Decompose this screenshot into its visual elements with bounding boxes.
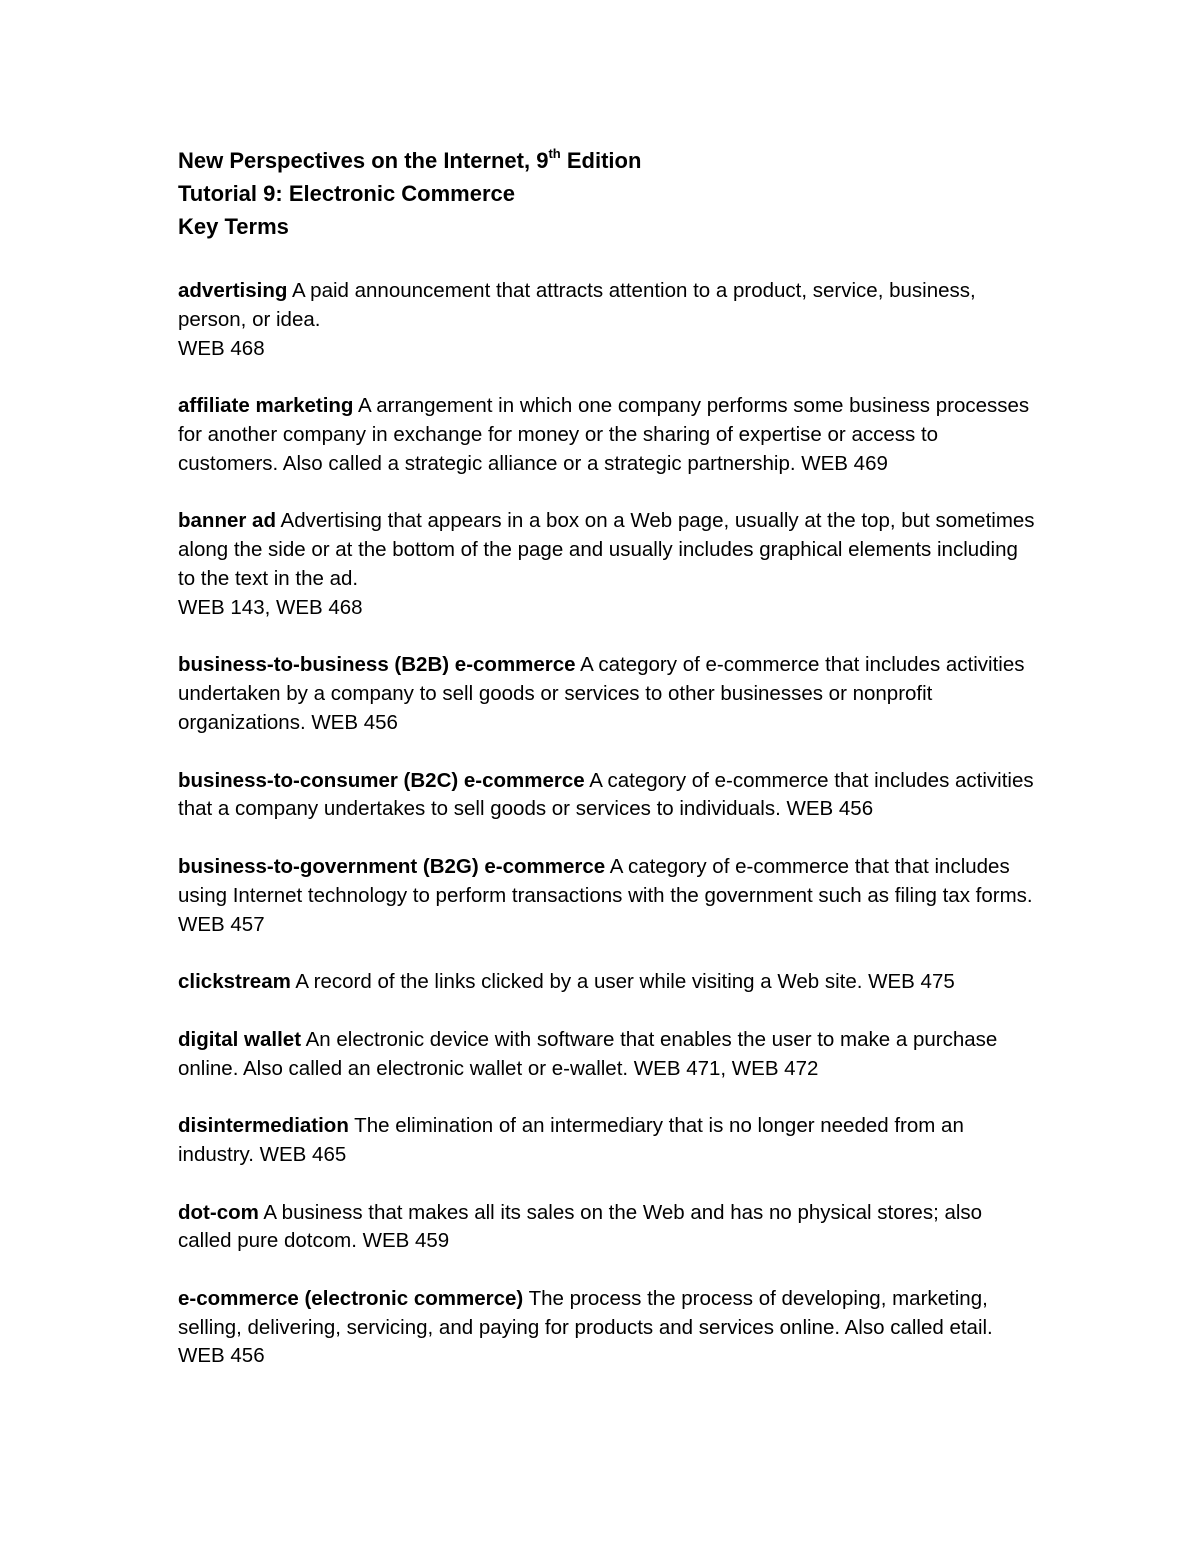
key-terms-list [178,277,1038,1371]
term-word: business-to-consumer (B2C) e-commerce [178,768,585,792]
document-page [178,144,1038,1400]
book-title-text: New Perspectives on the Internet, 9 [178,148,549,173]
term-word: disintermediation [178,1114,349,1138]
tutorial-title: Tutorial 9: Electronic Commerce [178,181,516,206]
term-definition: A category of e-commerce that includes activities undertaken by a company to sell goods or services to other businesses or nonprofit organizations. [178,653,1025,734]
term-entry [178,968,1038,997]
term-entry [178,767,1038,825]
term-definition: Advertising that appears in a box on a Web page, usually at the top, but sometimes along the side or at the bottom of the page and usually includes graphical elements including to the text in the ad. [178,509,1035,590]
document-header [178,144,1038,243]
edition-superscript: th [548,145,561,161]
term-word: dot-com [178,1200,259,1224]
term-page-ref: WEB 456 [178,1344,265,1368]
term-word: advertising [178,279,288,302]
term-entry [178,1285,1038,1371]
term-page-ref: WEB 468 [178,336,265,360]
term-entry [178,1026,1038,1084]
term-entry [178,277,1038,363]
term-page-ref: WEB 456 [305,710,398,734]
term-definition: A record of the links clicked by a user while visiting a Web site. [290,970,863,994]
term-entry [178,392,1038,478]
term-page-ref: WEB 475 [862,970,955,994]
term-definition: A business that makes all its sales on the Web and has no physical stores; also called pure dotcom. [178,1200,983,1253]
term-word: digital wallet [178,1027,302,1051]
term-definition: A category of e-commerce that that includes using Internet technology to perform transactions with the government such as filing tax forms. [178,854,1033,907]
term-word: banner ad [178,509,276,533]
term-page-ref: WEB 471, WEB 472 [628,1056,819,1080]
term-entry [178,853,1038,939]
term-word: affiliate marketing [178,394,354,418]
term-definition: The elimination of an intermediary that is no longer needed from an industry. [178,1114,964,1166]
term-page-ref: WEB 457 [178,912,265,936]
term-definition: An electronic device with software that enables the user to make a purchase online. Also called an electronic wallet or e-wallet. [178,1027,998,1080]
term-word: clickstream [178,970,291,994]
term-definition: A paid announcement that attracts attention to a product, service, business, person, or idea. [178,279,976,331]
term-word: business-to-government (B2G) e-commerce [178,854,606,878]
term-definition: The process the process of developing, marketing, selling, delivering, servicing, and paying for products and services online. Also called etail. [178,1286,993,1339]
term-definition: A category of e-commerce that includes activities that a company undertakes to sell goods or services to individuals. [178,768,1034,821]
term-entry [178,1199,1038,1257]
term-page-ref: WEB 459 [356,1229,450,1253]
term-page-ref: WEB 143, WEB 468 [178,595,363,619]
term-page-ref: WEB 465 [253,1142,347,1166]
term-word: e-commerce (electronic commerce) [178,1286,524,1310]
book-title-edition: Edition [560,148,642,173]
term-page-ref: WEB 469 [795,451,888,475]
book-title [178,144,1038,177]
term-entry [178,651,1038,737]
term-entry [178,1112,1038,1170]
section-heading: Key Terms [178,214,289,239]
term-definition: A arrangement in which one company performs some business processes for another company in exchange for money or the sharing of expertise or access to customers. Also called a strategic alliance or a strategic partnership. [178,394,1030,475]
term-word: business-to-business (B2B) e-commerce [178,653,576,677]
term-entry [178,507,1038,622]
term-page-ref: WEB 456 [780,797,874,821]
